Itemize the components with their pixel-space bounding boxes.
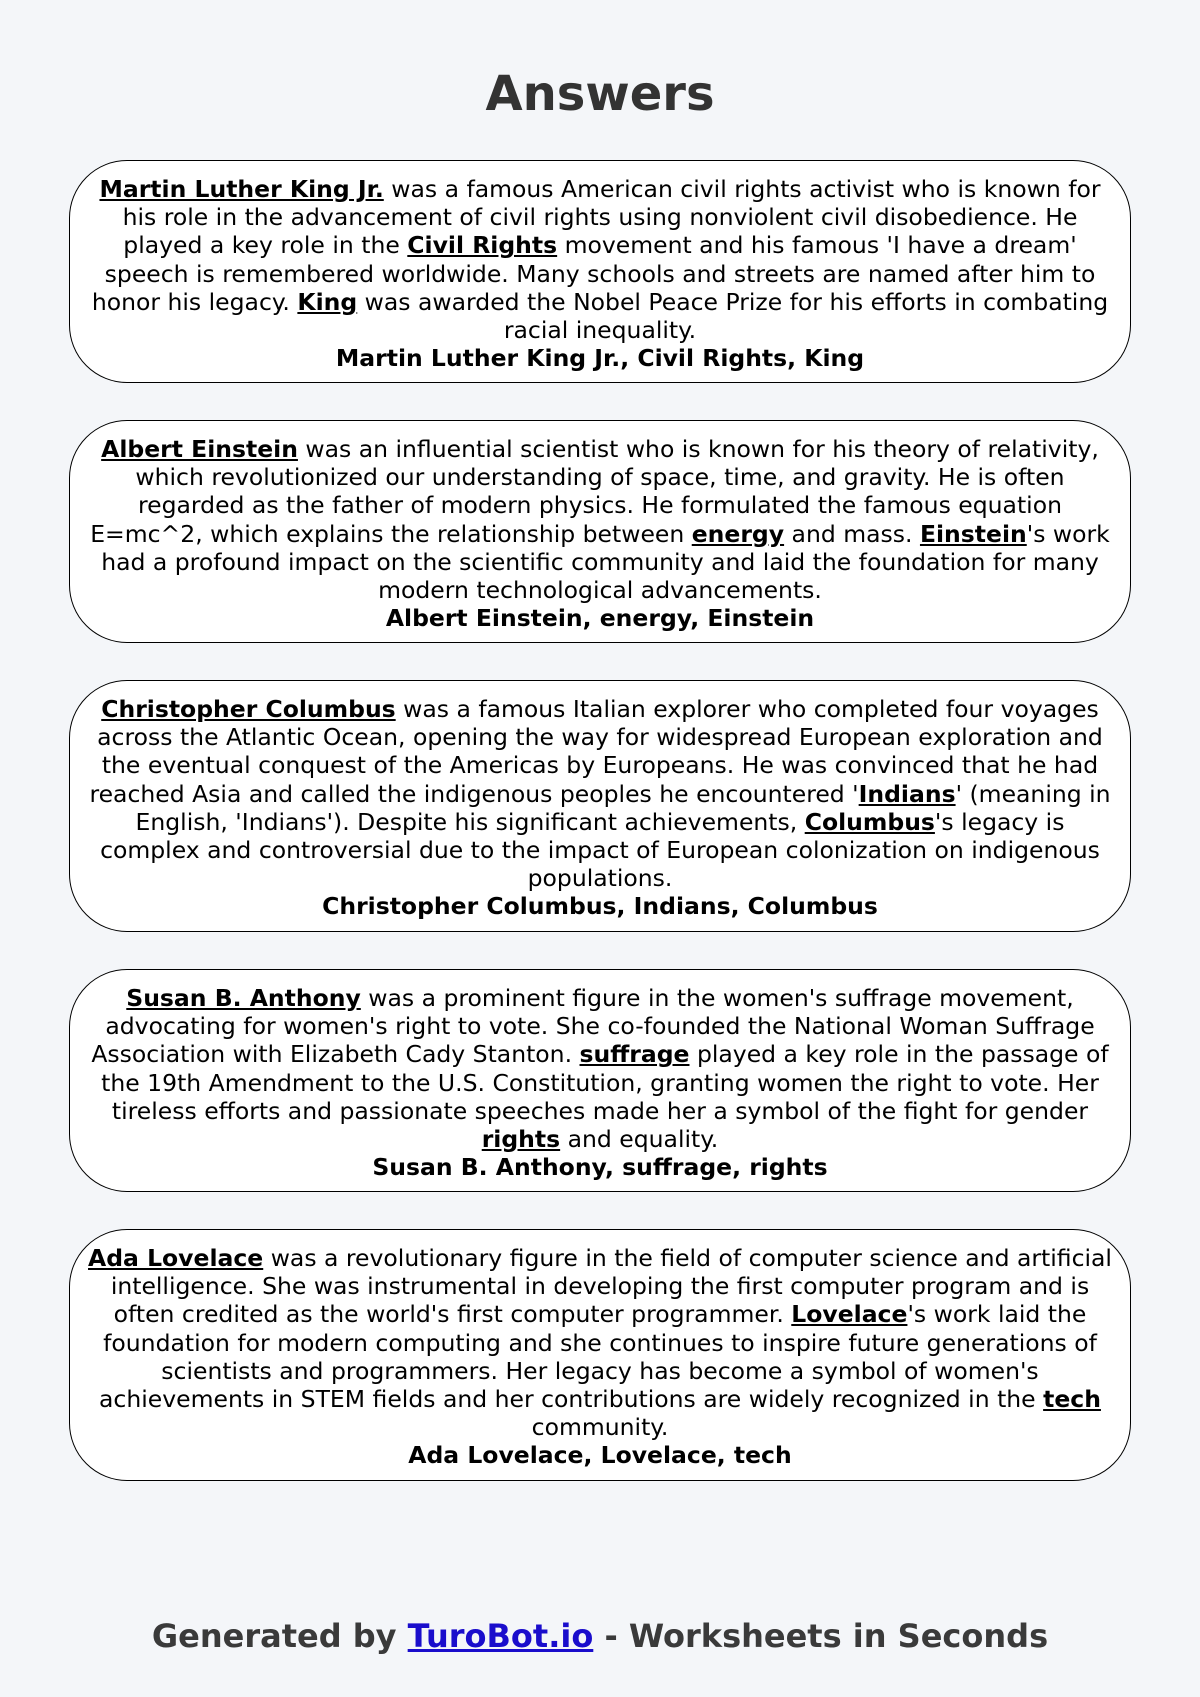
keyword: Martin Luther King Jr. xyxy=(99,175,384,203)
card-paragraph: Albert Einstein was an influential scientist who is known for his theory of relativity, which revolutionized our understanding of space, time, and gravity. He is often regarded as the father of modern physics. He formulated the famous equation E=mc^2, which explains the relationship between energy and mass. Einstein's work had a profound impact on the scientific community and laid the foundation for many modern technological advancements. xyxy=(90,435,1110,605)
answer-card-4 xyxy=(69,969,1131,1192)
card-paragraph: Susan B. Anthony was a prominent figure in the women's suffrage movement, advocating for women's right to vote. She co-founded the National Woman Suffrage Association with Elizabeth Cady Stanton. suffrage played a key role in the passage of the 19th Amendment to the U.S. Constitution, granting women the right to vote. Her tireless efforts and passionate speeches made her a symbol of the fight for gender rights and equality. xyxy=(91,984,1109,1154)
answer-key: Christopher Columbus, Indians, Columbus xyxy=(322,892,878,921)
turobot-link[interactable]: TuroBot.io xyxy=(407,1617,594,1655)
keyword: Columbus xyxy=(804,807,935,836)
answer-card-3 xyxy=(69,680,1131,932)
keyword: rights xyxy=(481,1125,561,1154)
keyword: Albert Einstein xyxy=(101,435,298,463)
keyword: Lovelace xyxy=(791,1300,908,1329)
answer-card-1 xyxy=(69,160,1131,383)
card-paragraph: Martin Luther King Jr. was a famous American civil rights activist who is known for his role in the advancement of civil rights using nonviolent civil disobedience. He played a key role in the Civil Rights movement and his famous 'I have a dream' speech is remembered worldwide. Many schools and streets are named after him to honor his legacy. King was awarded the Nobel Peace Prize for his efforts in combating racial inequality. xyxy=(91,175,1109,345)
keyword: Susan B. Anthony xyxy=(126,984,361,1012)
keyword: Einstein xyxy=(919,519,1027,548)
footer-suffix: - Worksheets in Seconds xyxy=(593,1617,1049,1655)
keyword: Civil Rights xyxy=(407,231,558,260)
answer-key: Susan B. Anthony, suffrage, rights xyxy=(372,1153,828,1182)
keyword: Indians xyxy=(858,779,956,808)
keyword: suffrage xyxy=(579,1040,690,1069)
keyword: King xyxy=(297,287,358,316)
answer-key: Martin Luther King Jr., Civil Rights, King xyxy=(335,344,865,373)
page-title: Answers xyxy=(485,66,715,122)
answer-key: Albert Einstein, energy, Einstein xyxy=(385,604,815,633)
card-paragraph: Ada Lovelace was a revolutionary figure in the field of computer science and artificial intelligence. She was instrumental in developing the first computer program and is often credited as the world's first computer programmer. Lovelace's work laid the foundation for modern computing and she continues to inspire future generations of scientists and programmers. Her legacy has become a symbol of women's achievements in STEM fields and her contributions are widely recognized in the tech community. xyxy=(88,1244,1112,1442)
keyword: energy xyxy=(691,519,785,548)
card-paragraph: Christopher Columbus was a famous Italian explorer who completed four voyages across the Atlantic Ocean, opening the way for widespread European exploration and the eventual conquest of the Americas by Europeans. He was convinced that he had reached Asia and called the indigenous peoples he encountered 'Indians' (meaning in English, 'Indians'). Despite his significant achievements, Columbus's legacy is complex and controversial due to the impact of European colonization on indigenous populations. xyxy=(89,695,1111,893)
keyword: tech xyxy=(1043,1385,1101,1414)
footer-prefix: Generated by xyxy=(151,1617,408,1655)
answer-card-5 xyxy=(69,1229,1131,1481)
keyword: Ada Lovelace xyxy=(88,1244,264,1272)
answer-key: Ada Lovelace, Lovelace, tech xyxy=(408,1441,792,1470)
footer xyxy=(0,1617,1200,1655)
answer-card-2 xyxy=(69,420,1131,643)
keyword: Christopher Columbus xyxy=(101,695,396,723)
